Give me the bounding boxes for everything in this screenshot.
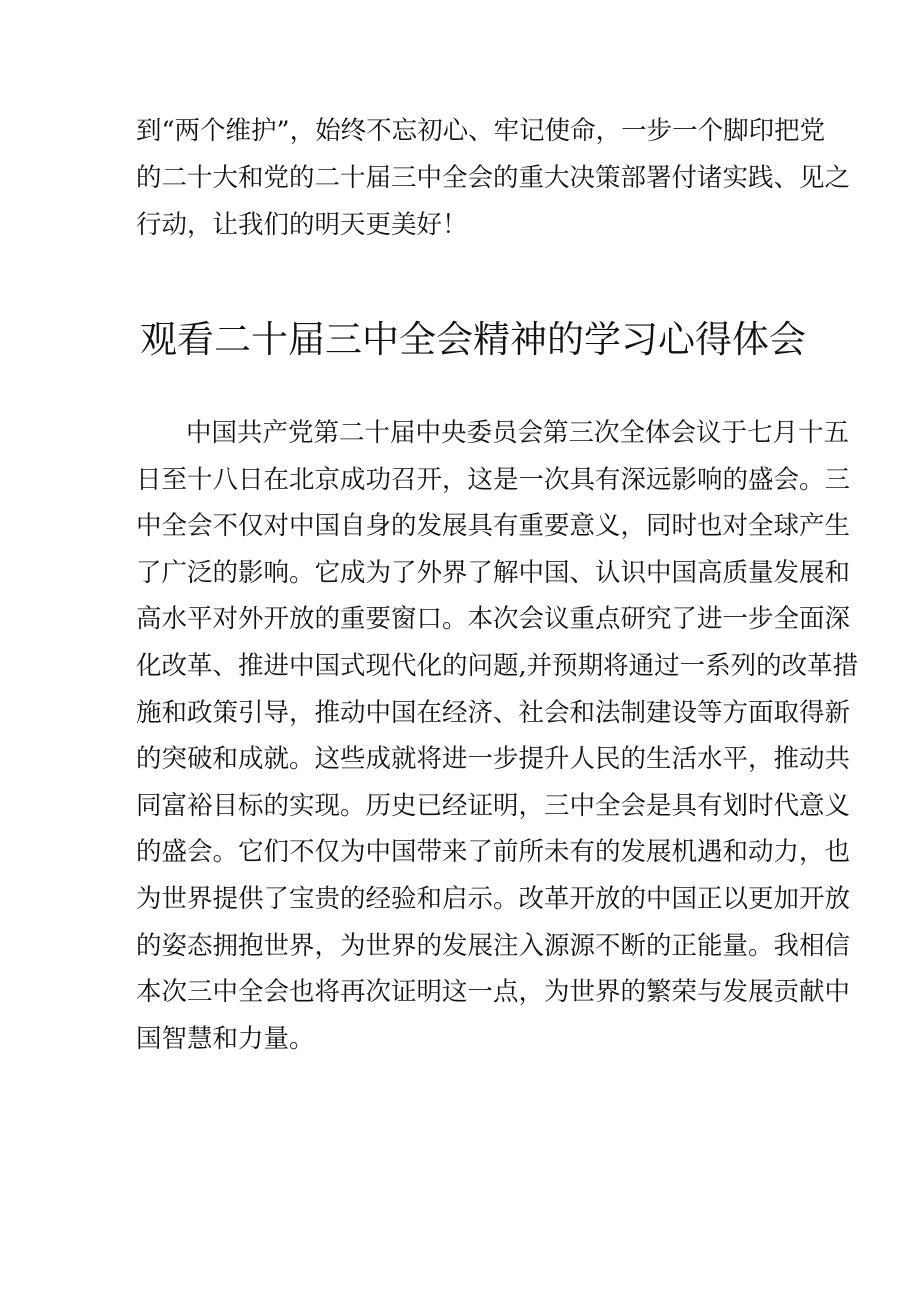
paragraph-line: 了广泛的影响。它成为了外界了解中国、认识中国高质量发展和 [136, 557, 851, 588]
paragraph-line: 中国共产党第二十届中央委员会第三次全体会议于七月十五 [186, 418, 850, 448]
paragraph-line: 中全会不仅对中国自身的发展具有重要意义，同时也对全球产生 [136, 511, 851, 542]
paragraph-line: 的二十大和党的二十届三中全会的重大决策部署付诸实践、见之 [136, 163, 851, 193]
paragraph-line: 到“两个维护”，始终不忘初心、牢记使命，一步一个脚印把党 [136, 116, 826, 146]
paragraph-line: 为世界提供了宝贵的经验和启示。改革开放的中国正以更加开放 [136, 883, 851, 914]
paragraph-line: 同富裕目标的实现。历史已经证明，三中全会是具有划时代意义 [136, 790, 851, 821]
paragraph-line: 的盛会。它们不仅为中国带来了前所未有的发展机遇和动力，也 [136, 837, 851, 868]
paragraph-line: 化改革、推进中国式现代化的问题,并预期将通过一系列的改革措 [136, 650, 859, 681]
paragraph-line: 行动，让我们的明天更美好！ [136, 210, 468, 240]
body-paragraph [136, 410, 859, 1062]
paragraph-line: 的突破和成就。这些成就将进一步提升人民的生活水平，推动共 [136, 744, 851, 775]
paragraph-line: 本次三中全会也将再次证明这一点，为世界的繁荣与发展贡献中 [136, 977, 851, 1008]
paragraph-line: 日至十八日在北京成功召开，这是一次具有深远影响的盛会。三 [136, 464, 851, 495]
continuation-paragraph [136, 108, 851, 249]
paragraph-line: 施和政策引导，推动中国在经济、社会和法制建设等方面取得新 [136, 697, 851, 728]
article-title: 观看二十届三中全会精神的学习心得体会 [140, 318, 806, 361]
paragraph-line: 国智慧和力量。 [136, 1023, 315, 1054]
paragraph-line: 高水平对外开放的重要窗口。本次会议重点研究了进一步全面深 [136, 604, 851, 635]
paragraph-line: 的姿态拥抱世界，为世界的发展注入源源不断的正能量。我相信 [136, 930, 851, 961]
